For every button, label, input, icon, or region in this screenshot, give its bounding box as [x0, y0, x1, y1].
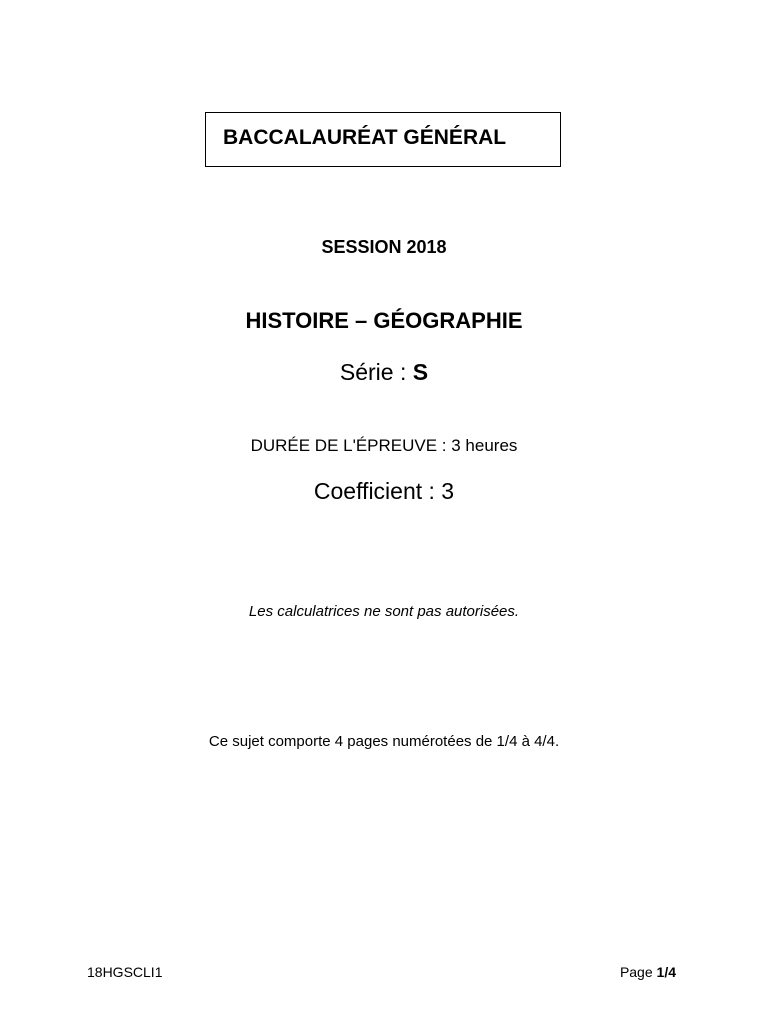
coefficient: Coefficient : 3: [313, 478, 455, 504]
document-code: 18HGSCLI1: [87, 964, 163, 980]
serie-line: [0, 359, 768, 386]
serie-label: Série :: [339, 359, 413, 385]
page-count-notice: Ce sujet comporte 4 pages numérotées de 1/4 à 4/4.: [208, 733, 560, 750]
page-number-label: Page: [619, 964, 657, 980]
serie-value: S: [412, 359, 429, 385]
subject-title: HISTOIRE – GÉOGRAPHIE: [245, 308, 523, 333]
session-label: SESSION 2018: [321, 237, 447, 257]
exam-duration: DURÉE DE L'ÉPREUVE : 3 heures: [250, 436, 518, 455]
page-number-value: 1/4: [656, 964, 676, 980]
calculator-notice: Les calculatrices ne sont pas autorisées.: [248, 603, 520, 620]
exam-title-box: [205, 112, 561, 167]
page-number: [620, 964, 676, 980]
exam-title: BACCALAURÉAT GÉNÉRAL: [223, 126, 507, 149]
